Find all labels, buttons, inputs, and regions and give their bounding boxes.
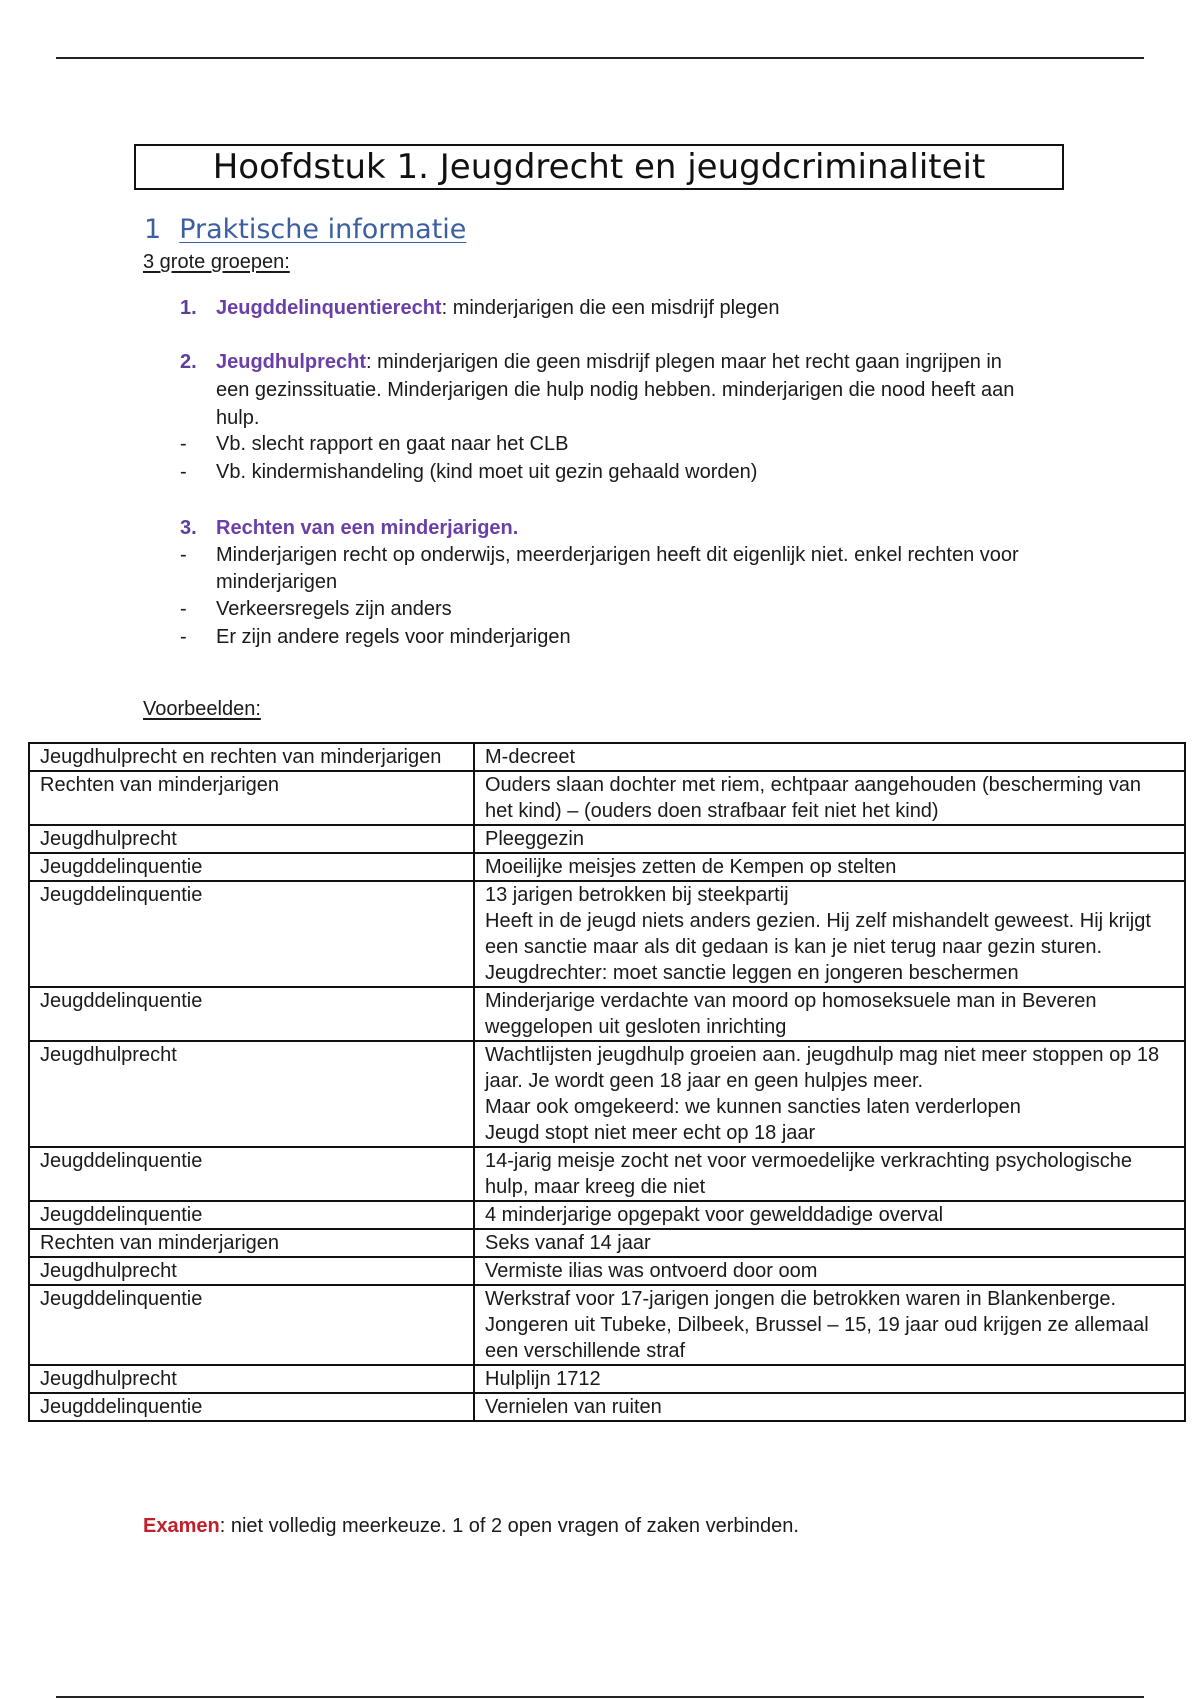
example-line: 13 jarigen betrokken bij steekpartij [485,884,789,906]
table-row [29,1365,1185,1393]
category-cell: Jeugdhulprecht [29,1365,474,1393]
group-keyword: Rechten van een minderjarigen. [216,517,519,539]
bullet-text: Er zijn andere regels voor minderjarigen [216,626,571,648]
example-cell [474,1257,1185,1285]
category-cell: Jeugddelinquentie [29,1285,474,1365]
example-line: Wachtlijsten jeugdhulp groeien aan. jeugdhulp mag niet meer stoppen op 18 jaar. Je wordt geen 18 jaar en geen hulpjes meer. [485,1044,1160,1092]
example-line: Minderjarige verdachte van moord op homoseksuele man in Beveren weggelopen uit gesloten inrichting [485,990,1097,1038]
example-cell [474,1365,1185,1393]
group-text: : minderjarigen die geen misdrijf plegen maar het recht gaan ingrijpen in een gezinssituatie. Minderjarigen die hulp nodig hebben. minderjarigen die nood heeft aan hulp. [216,351,1015,429]
category-cell: Rechten van minderjarigen [29,771,474,825]
example-cell [474,881,1185,987]
section-heading [144,214,466,245]
group-keyword: Jeugddelinquentierecht [216,297,442,319]
example-cell [474,825,1185,853]
group-number: 2. [180,351,197,373]
example-line: 14-jarig meisje zocht net voor vermoedelijke verkrachting psychologische hulp, maar kreeg die niet [485,1150,1132,1198]
table-row [29,1229,1185,1257]
bottom-rule [56,1696,1144,1698]
group-item [180,294,1080,322]
table-row [29,1257,1185,1285]
category-cell: Jeugddelinquentie [29,987,474,1041]
list-item: - Vb. kindermishandeling (kind moet uit gezin gehaald worden) [180,459,1080,486]
table-row [29,1041,1185,1147]
category-cell: Jeugdhulprecht en rechten van minderjarigen [29,743,474,771]
list-item: - Minderjarigen recht op onderwijs, meerderjarigen heeft dit eigenlijk niet. enkel rechten voor minderjarigen [180,542,1060,596]
example-line: Seks vanaf 14 jaar [485,1232,651,1254]
category-cell: Jeugdhulprecht [29,1257,474,1285]
list-item: - Er zijn andere regels voor minderjarigen [180,624,1080,651]
list-item: - Verkeersregels zijn anders [180,596,1080,623]
table-row [29,1147,1185,1201]
example-line: Hulplijn 1712 [485,1368,601,1390]
table-row [29,1201,1185,1229]
example-cell [474,1229,1185,1257]
example-line: Ouders slaan dochter met riem, echtpaar aangehouden (bescherming van het kind) – (ouders doen strafbaar feit niet het kind) [485,774,1141,822]
example-cell [474,1285,1185,1365]
groups-label: 3 grote groepen: [143,251,290,273]
table-row [29,853,1185,881]
group-text: : minderjarigen die een misdrijf plegen [441,297,780,319]
top-rule [56,57,1144,59]
example-cell [474,987,1185,1041]
example-line: Jeugdrechter: moet sanctie leggen en jongeren beschermen [485,962,1019,984]
example-line: 4 minderjarige opgepakt voor gewelddadige overval [485,1204,944,1226]
section-number: 1 [144,214,162,245]
bullet-text: Vb. kindermishandeling (kind moet uit gezin gehaald worden) [216,461,758,483]
section-title: Praktische informatie [179,214,467,245]
exam-keyword: Examen [143,1515,220,1537]
group-keyword: Jeugdhulprecht [216,351,367,373]
chapter-title: Hoofdstuk 1. Jeugdrecht en jeugdcriminaliteit [134,144,1064,190]
exam-text: : niet volledig meerkeuze. 1 of 2 open vragen of zaken verbinden. [219,1515,799,1537]
category-cell: Jeugdhulprecht [29,1041,474,1147]
group-number: 1. [180,297,197,319]
example-line: Moeilijke meisjes zetten de Kempen op stelten [485,856,897,878]
example-cell [474,771,1185,825]
group-number: 3. [180,517,197,539]
example-line: M-decreet [485,746,576,768]
category-cell: Rechten van minderjarigen [29,1229,474,1257]
table-row [29,1393,1185,1421]
group-item [180,514,1080,542]
bullet-text: Vb. slecht rapport en gaat naar het CLB [216,433,569,455]
category-cell: Jeugddelinquentie [29,1147,474,1201]
category-cell: Jeugddelinquentie [29,853,474,881]
bullet-text: Minderjarigen recht op onderwijs, meerderjarigen heeft dit eigenlijk niet. enkel rechten voor minderjarigen [216,544,1019,593]
table-row [29,825,1185,853]
example-line: Heeft in de jeugd niets anders gezien. Hij zelf mishandelt geweest. Hij krijgt een sanctie maar als dit gedaan is kan je niet terug naar gezin sturen. [485,910,1151,958]
example-line: Maar ook omgekeerd: we kunnen sancties laten verderlopen [485,1096,1021,1118]
example-cell [474,743,1185,771]
examples-table [28,742,1186,1422]
example-cell [474,1201,1185,1229]
table-row [29,743,1185,771]
table-row [29,881,1185,987]
table-row [29,1285,1185,1365]
list-item: - Vb. slecht rapport en gaat naar het CLB [180,431,1080,458]
category-cell: Jeugdhulprecht [29,825,474,853]
exam-note [143,1515,799,1538]
example-line: Werkstraf voor 17-jarigen jongen die betrokken waren in Blankenberge. [485,1288,1117,1310]
example-line: Jongeren uit Tubeke, Dilbeek, Brussel – 15, 19 jaar oud krijgen ze allemaal een verschillende straf [485,1314,1149,1362]
example-line: Vermiste ilias was ontvoerd door oom [485,1260,818,1282]
example-cell [474,1041,1185,1147]
example-line: Jeugd stopt niet meer echt op 18 jaar [485,1122,816,1144]
example-line: Vernielen van ruiten [485,1396,662,1418]
example-cell [474,1147,1185,1201]
examples-label: Voorbeelden: [143,698,261,720]
table-row [29,771,1185,825]
category-cell: Jeugddelinquentie [29,881,474,987]
category-cell: Jeugddelinquentie [29,1201,474,1229]
example-line: Pleeggezin [485,828,584,850]
bullet-text: Verkeersregels zijn anders [216,598,452,620]
group-item [180,348,1040,432]
category-cell: Jeugddelinquentie [29,1393,474,1421]
example-cell [474,853,1185,881]
example-cell [474,1393,1185,1421]
table-row [29,987,1185,1041]
